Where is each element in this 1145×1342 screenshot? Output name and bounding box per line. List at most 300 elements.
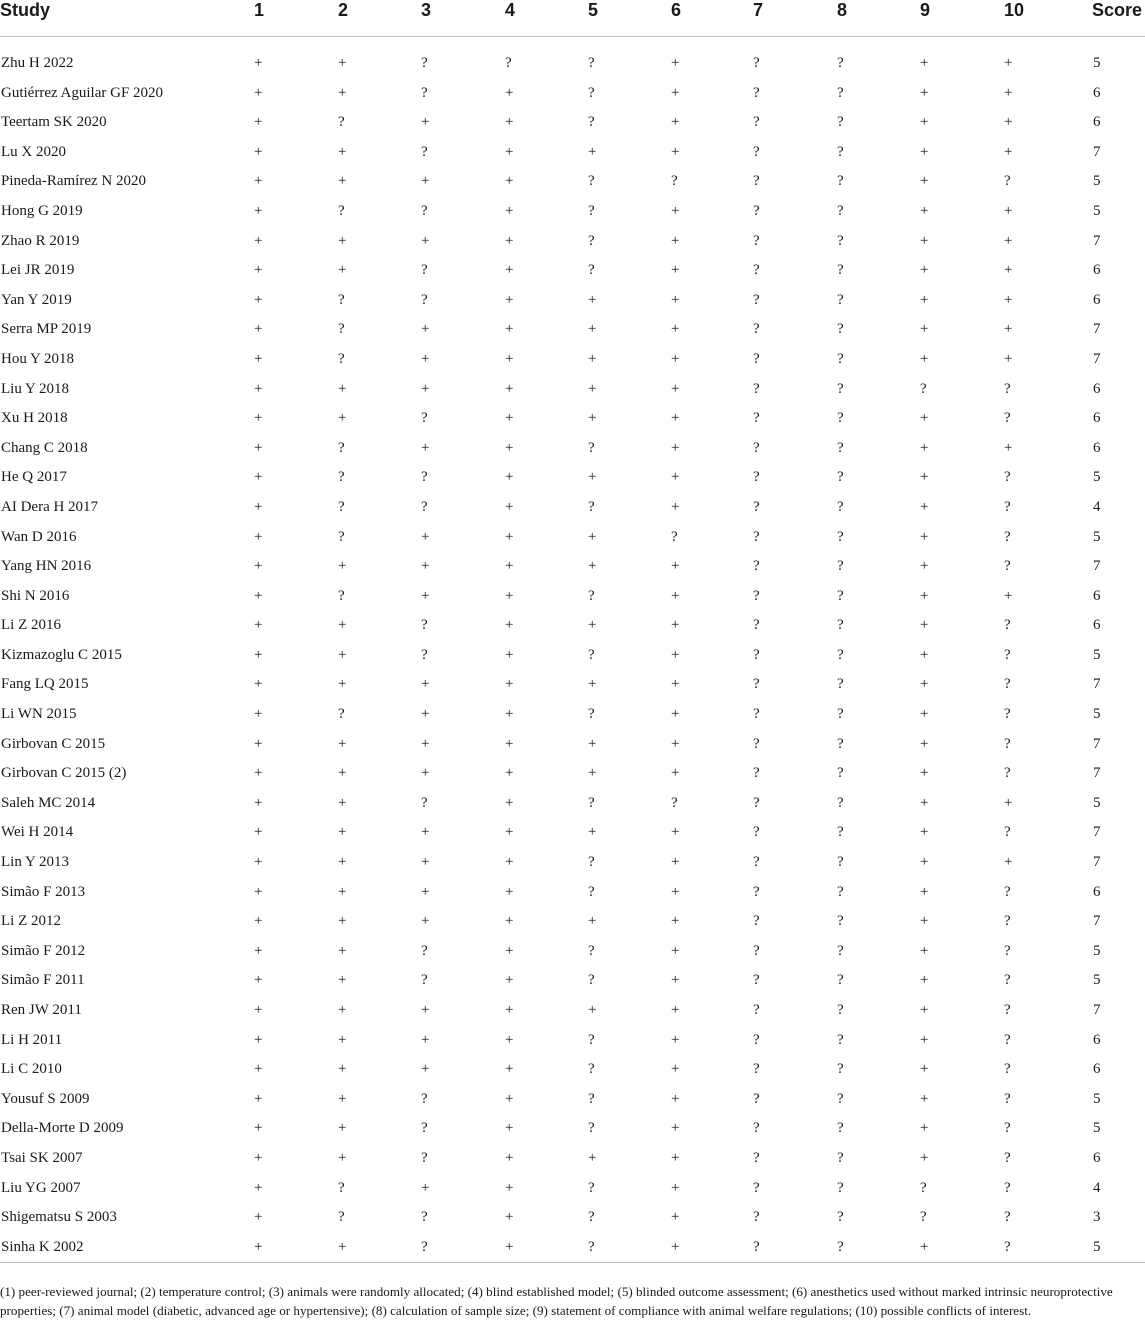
criterion-cell: + xyxy=(421,765,430,782)
criterion-cell: + xyxy=(671,291,680,308)
criterion-cell: ? xyxy=(421,1209,428,1226)
criterion-cell: + xyxy=(338,1120,347,1137)
criterion-cell: ? xyxy=(837,794,844,811)
criterion-cell: + xyxy=(505,735,514,752)
criterion-cell: + xyxy=(920,321,929,338)
table-row xyxy=(0,611,1145,641)
score-cell: 5 xyxy=(1093,942,1101,959)
score-cell: 7 xyxy=(1093,143,1101,160)
study-cell: Yan Y 2019 xyxy=(1,291,72,308)
criterion-cell: + xyxy=(421,913,430,930)
criterion-cell: + xyxy=(505,765,514,782)
criterion-cell: ? xyxy=(1004,173,1011,190)
criterion-cell: + xyxy=(671,232,680,249)
criterion-cell: + xyxy=(421,587,430,604)
column-header-criterion: 4 xyxy=(505,0,588,37)
criterion-cell: ? xyxy=(588,202,595,219)
criterion-cell: ? xyxy=(588,1090,595,1107)
criterion-cell: ? xyxy=(421,262,428,279)
criterion-cell: + xyxy=(254,1233,338,1263)
criterion-cell: + xyxy=(588,735,597,752)
criterion-cell: ? xyxy=(421,469,428,486)
criterion-cell: + xyxy=(671,498,680,515)
criterion-cell: ? xyxy=(338,321,345,338)
criterion-cell: ? xyxy=(421,1120,428,1137)
criterion-cell: ? xyxy=(338,202,345,219)
criterion-cell: ? xyxy=(837,854,844,871)
criterion-cell: ? xyxy=(1004,883,1011,900)
criterion-cell: ? xyxy=(588,942,595,959)
criterion-cell: + xyxy=(505,676,514,693)
table-row xyxy=(0,937,1145,967)
table-row xyxy=(0,641,1145,671)
criterion-cell: + xyxy=(1004,350,1013,367)
criterion-cell: + xyxy=(920,735,929,752)
criterion-cell: ? xyxy=(837,528,844,545)
criterion-cell: ? xyxy=(920,380,927,397)
criterion-cell: ? xyxy=(1004,1179,1011,1196)
criterion-cell: + xyxy=(254,528,263,545)
criterion-cell: + xyxy=(671,765,680,782)
table-footnote: (1) peer-reviewed journal; (2) temperature control; (3) animals were randomly allocated; (4) blind established model; (5) blinded outcome assessment; (6) anesthetics used without marked intrinsic neuroprotective properties; (7) animal model (diabetic, advanced age or hypertensive); (8) calculation of sample size; (9) statement of compliance with animal welfare regulations; (10) possible conflicts of interest. xyxy=(0,1284,1113,1318)
criterion-cell: ? xyxy=(837,262,844,279)
score-cell: 7 xyxy=(1093,765,1101,782)
score-cell: 6 xyxy=(1093,1031,1101,1048)
criterion-cell: ? xyxy=(837,765,844,782)
criterion-cell: + xyxy=(920,646,929,663)
criterion-cell: ? xyxy=(753,1031,760,1048)
criterion-cell: + xyxy=(505,854,514,871)
criterion-cell: + xyxy=(671,942,680,959)
score-cell: 7 xyxy=(1093,854,1101,871)
column-header-criterion: 10 xyxy=(1004,0,1092,37)
criterion-cell: ? xyxy=(753,646,760,663)
table-row xyxy=(0,670,1145,700)
criterion-cell: ? xyxy=(753,1090,760,1107)
criterion-cell: + xyxy=(338,794,347,811)
criterion-cell: ? xyxy=(1004,558,1011,575)
criterion-cell: + xyxy=(505,439,514,456)
criterion-cell: ? xyxy=(421,1233,505,1263)
table-row xyxy=(0,286,1145,316)
criterion-cell: ? xyxy=(588,232,595,249)
score-cell: 7 xyxy=(1093,232,1101,249)
study-cell: Shi N 2016 xyxy=(1,587,70,604)
criterion-cell: ? xyxy=(753,143,760,160)
criterion-cell: + xyxy=(505,291,514,308)
study-cell: Zhu H 2022 xyxy=(1,55,74,71)
criterion-cell: ? xyxy=(753,824,760,841)
criterion-cell: + xyxy=(338,1061,347,1078)
criterion-cell: ? xyxy=(338,350,345,367)
criterion-cell: + xyxy=(1004,114,1013,131)
table-row xyxy=(0,345,1145,375)
criterion-cell: + xyxy=(254,706,263,723)
criterion-cell: + xyxy=(671,1233,753,1263)
criterion-cell: ? xyxy=(753,55,760,71)
study-cell: Lin Y 2013 xyxy=(1,854,70,871)
criterion-cell: ? xyxy=(837,972,844,989)
study-cell: Chang C 2018 xyxy=(1,439,88,456)
criterion-cell: ? xyxy=(837,321,844,338)
study-cell: Wan D 2016 xyxy=(1,528,77,545)
criterion-cell: + xyxy=(338,1031,347,1048)
criterion-cell: + xyxy=(671,1031,680,1048)
criterion-cell: + xyxy=(421,824,430,841)
criterion-cell: ? xyxy=(753,262,760,279)
criterion-cell: + xyxy=(338,143,347,160)
study-cell: Yang HN 2016 xyxy=(1,558,92,575)
criterion-cell: + xyxy=(671,883,680,900)
criterion-cell: + xyxy=(338,883,347,900)
criterion-cell: + xyxy=(671,202,680,219)
criterion-cell: + xyxy=(588,1002,597,1018)
criterion-cell: + xyxy=(254,410,263,427)
study-cell: Yousuf S 2009 xyxy=(1,1090,90,1107)
criterion-cell: + xyxy=(920,1090,929,1107)
criterion-cell: + xyxy=(588,617,597,634)
criterion-cell: ? xyxy=(1004,380,1011,397)
table-row xyxy=(0,197,1145,227)
criterion-cell: + xyxy=(505,646,514,663)
criterion-cell: ? xyxy=(421,1149,428,1166)
criterion-cell: ? xyxy=(753,1002,760,1018)
criterion-cell: + xyxy=(1004,291,1013,308)
criterion-cell: + xyxy=(254,1090,263,1107)
criterion-cell: + xyxy=(254,1209,263,1226)
criterion-cell: + xyxy=(920,706,929,723)
study-cell: Ren JW 2011 xyxy=(1,1002,82,1018)
criterion-cell: ? xyxy=(753,558,760,575)
table-row xyxy=(0,1055,1145,1085)
criterion-cell: + xyxy=(338,173,347,190)
criterion-cell: + xyxy=(254,84,263,101)
table-row xyxy=(0,582,1145,612)
criterion-cell: + xyxy=(421,173,430,190)
criterion-cell: + xyxy=(920,1233,1004,1263)
criterion-cell: + xyxy=(920,883,929,900)
criterion-cell: + xyxy=(588,380,597,397)
table-row xyxy=(0,759,1145,789)
score-cell: 7 xyxy=(1093,350,1101,367)
criterion-cell: + xyxy=(338,262,347,279)
criterion-cell: + xyxy=(920,765,929,782)
criterion-cell: + xyxy=(254,321,263,338)
criterion-cell: ? xyxy=(1004,1090,1011,1107)
criterion-cell: + xyxy=(1004,439,1013,456)
criterion-cell: ? xyxy=(588,55,595,71)
criterion-cell: + xyxy=(505,1120,514,1137)
criterion-cell: ? xyxy=(753,321,760,338)
criterion-cell: + xyxy=(1004,321,1013,338)
study-cell: Li C 2010 xyxy=(1,1061,62,1078)
criterion-cell: + xyxy=(588,469,597,486)
criterion-cell: + xyxy=(421,883,430,900)
score-cell: 7 xyxy=(1093,558,1101,575)
criterion-cell: + xyxy=(254,558,263,575)
criterion-cell: ? xyxy=(837,291,844,308)
criterion-cell: + xyxy=(338,1090,347,1107)
score-cell: 5 xyxy=(1093,173,1101,190)
criterion-cell: + xyxy=(505,143,514,160)
score-cell: 5 xyxy=(1092,1233,1145,1263)
criterion-cell: ? xyxy=(671,173,678,190)
study-cell: Li WN 2015 xyxy=(1,706,77,723)
criterion-cell: ? xyxy=(753,587,760,604)
criterion-cell: ? xyxy=(920,1209,927,1226)
score-cell: 6 xyxy=(1093,410,1101,427)
score-cell: 5 xyxy=(1093,646,1101,663)
study-cell: Fang LQ 2015 xyxy=(1,676,89,693)
criterion-cell: ? xyxy=(588,706,595,723)
criterion-cell: + xyxy=(505,824,514,841)
score-cell: 5 xyxy=(1093,706,1101,723)
criterion-cell: + xyxy=(671,972,680,989)
criterion-cell: ? xyxy=(338,291,345,308)
criterion-cell: + xyxy=(671,350,680,367)
criterion-cell: + xyxy=(920,262,929,279)
study-cell: Shigematsu S 2003 xyxy=(1,1209,117,1226)
criterion-cell: ? xyxy=(338,1179,345,1196)
criterion-cell: + xyxy=(920,291,929,308)
criterion-cell: ? xyxy=(421,143,428,160)
table-row xyxy=(0,1144,1145,1174)
column-header-criterion: 7 xyxy=(753,0,837,37)
criterion-cell: ? xyxy=(753,202,760,219)
study-cell: Liu Y 2018 xyxy=(1,380,70,397)
table-row xyxy=(0,966,1145,996)
criterion-cell: ? xyxy=(338,114,345,131)
column-header-score: Score xyxy=(1092,0,1145,37)
column-header-criterion: 1 xyxy=(254,0,338,37)
criterion-cell: + xyxy=(338,1233,421,1263)
criterion-cell: + xyxy=(254,883,263,900)
criterion-cell: + xyxy=(338,942,347,959)
criterion-cell: + xyxy=(920,824,929,841)
criterion-cell: + xyxy=(421,676,430,693)
study-cell: Girbovan C 2015 xyxy=(1,735,106,752)
study-cell: Sinha K 2002 xyxy=(0,1233,254,1263)
criterion-cell: ? xyxy=(753,883,760,900)
criterion-cell: + xyxy=(254,1149,263,1166)
criterion-cell: + xyxy=(1004,854,1013,871)
criterion-cell: + xyxy=(588,1149,597,1166)
criterion-cell: + xyxy=(671,587,680,604)
criterion-cell: + xyxy=(671,55,680,71)
criterion-cell: ? xyxy=(505,55,512,71)
criterion-cell: ? xyxy=(837,942,844,959)
table-row xyxy=(0,996,1145,1026)
criterion-cell: ? xyxy=(421,1090,428,1107)
criterion-cell: + xyxy=(671,1002,680,1018)
criterion-cell: + xyxy=(338,84,347,101)
criterion-cell: + xyxy=(588,765,597,782)
study-cell: Della-Morte D 2009 xyxy=(1,1120,124,1137)
criterion-cell: ? xyxy=(753,380,760,397)
criterion-cell: ? xyxy=(588,114,595,131)
table-row xyxy=(0,256,1145,286)
criterion-cell: + xyxy=(254,262,263,279)
study-cell: Lu X 2020 xyxy=(1,143,66,160)
criterion-cell: ? xyxy=(837,646,844,663)
criterion-cell: + xyxy=(338,646,347,663)
criterion-cell: + xyxy=(920,1149,929,1166)
criterion-cell: ? xyxy=(753,972,760,989)
criterion-cell: + xyxy=(505,1061,514,1078)
criterion-cell: + xyxy=(254,854,263,871)
criterion-cell: + xyxy=(588,676,597,693)
column-header-study: Study xyxy=(0,0,254,37)
criterion-cell: + xyxy=(671,824,680,841)
criterion-cell: + xyxy=(338,380,347,397)
criterion-cell: ? xyxy=(837,706,844,723)
score-cell: 6 xyxy=(1093,1149,1101,1166)
criterion-cell: ? xyxy=(753,528,760,545)
criterion-cell: ? xyxy=(753,676,760,693)
criterion-cell: ? xyxy=(837,55,844,71)
table-row xyxy=(0,167,1145,197)
criterion-cell: + xyxy=(920,114,929,131)
criterion-cell: ? xyxy=(837,558,844,575)
score-cell: 5 xyxy=(1093,469,1101,486)
criterion-cell: + xyxy=(1004,262,1013,279)
criterion-cell: + xyxy=(920,350,929,367)
criterion-cell: ? xyxy=(753,942,760,959)
criterion-cell: ? xyxy=(588,1061,595,1078)
criterion-cell: ? xyxy=(338,469,345,486)
criterion-cell: + xyxy=(1004,143,1013,160)
score-cell: 6 xyxy=(1093,587,1101,604)
criterion-cell: + xyxy=(505,321,514,338)
criterion-cell: ? xyxy=(837,1149,844,1166)
criterion-cell: ? xyxy=(837,913,844,930)
criterion-cell: + xyxy=(588,321,597,338)
criterion-cell: + xyxy=(505,972,514,989)
table-row xyxy=(0,1203,1145,1233)
score-cell: 6 xyxy=(1093,291,1101,308)
criterion-cell: + xyxy=(505,587,514,604)
criterion-cell: ? xyxy=(1004,824,1011,841)
criterion-cell: + xyxy=(588,143,597,160)
criterion-cell: ? xyxy=(421,498,428,515)
criterion-cell: + xyxy=(505,883,514,900)
criterion-cell: + xyxy=(671,1149,680,1166)
criterion-cell: ? xyxy=(837,1031,844,1048)
study-cell: Teertam SK 2020 xyxy=(1,114,107,131)
column-header-criterion: 2 xyxy=(338,0,421,37)
table-body xyxy=(0,49,1145,1263)
criterion-cell: ? xyxy=(588,1031,595,1048)
criterion-cell: + xyxy=(920,1002,929,1018)
criterion-cell: + xyxy=(254,232,263,249)
table-row xyxy=(0,730,1145,760)
criterion-cell: ? xyxy=(753,1120,760,1137)
criterion-cell: + xyxy=(505,173,514,190)
criterion-cell: ? xyxy=(753,617,760,634)
criterion-cell: ? xyxy=(837,232,844,249)
criterion-cell: ? xyxy=(753,735,760,752)
criterion-cell: + xyxy=(421,735,430,752)
criterion-cell: ? xyxy=(588,587,595,604)
criterion-cell: + xyxy=(505,706,514,723)
study-cell: Li Z 2016 xyxy=(1,617,61,634)
table-row xyxy=(0,315,1145,345)
table-row xyxy=(0,552,1145,582)
criterion-cell: ? xyxy=(421,55,428,71)
criterion-cell: + xyxy=(338,1149,347,1166)
criterion-cell: + xyxy=(671,1209,680,1226)
criterion-cell: + xyxy=(671,854,680,871)
score-cell: 6 xyxy=(1093,84,1101,101)
criterion-cell: + xyxy=(1004,232,1013,249)
criterion-cell: + xyxy=(588,913,597,930)
criterion-cell: + xyxy=(338,410,347,427)
criterion-cell: ? xyxy=(338,706,345,723)
column-header-criterion: 9 xyxy=(920,0,1004,37)
criterion-cell: + xyxy=(254,824,263,841)
criterion-cell: + xyxy=(920,1031,929,1048)
criterion-cell: + xyxy=(421,528,430,545)
criterion-cell: + xyxy=(254,380,263,397)
criterion-cell: ? xyxy=(837,350,844,367)
score-cell: 6 xyxy=(1093,883,1101,900)
criterion-cell: ? xyxy=(588,1120,595,1137)
criterion-cell: ? xyxy=(1004,1233,1092,1263)
criterion-cell: + xyxy=(421,706,430,723)
table-row xyxy=(0,463,1145,493)
criterion-cell: ? xyxy=(837,410,844,427)
criterion-cell: + xyxy=(671,380,680,397)
score-cell: 7 xyxy=(1093,735,1101,752)
criterion-cell: + xyxy=(254,1179,263,1196)
criterion-cell: ? xyxy=(1004,410,1011,427)
criterion-cell: + xyxy=(920,676,929,693)
table-row xyxy=(0,700,1145,730)
criterion-cell: ? xyxy=(837,676,844,693)
study-cell: Simão F 2012 xyxy=(1,942,86,959)
table-row xyxy=(0,1233,1145,1263)
criterion-cell: ? xyxy=(588,262,595,279)
criterion-cell: ? xyxy=(421,794,428,811)
criterion-cell: + xyxy=(505,232,514,249)
criterion-cell: ? xyxy=(753,173,760,190)
criterion-cell: + xyxy=(254,913,263,930)
criterion-cell: ? xyxy=(837,1002,844,1018)
criterion-cell: ? xyxy=(421,410,428,427)
criterion-cell: + xyxy=(254,942,263,959)
criterion-cell: + xyxy=(671,1120,680,1137)
criterion-cell: + xyxy=(671,646,680,663)
criterion-cell: + xyxy=(671,84,680,101)
criterion-cell: + xyxy=(671,114,680,131)
criterion-cell: ? xyxy=(671,794,678,811)
criterion-cell: ? xyxy=(753,232,760,249)
study-cell: Hou Y 2018 xyxy=(1,350,75,367)
criterion-cell: ? xyxy=(837,1233,920,1263)
score-cell: 5 xyxy=(1093,1090,1101,1107)
score-cell: 7 xyxy=(1093,676,1101,693)
criterion-cell: + xyxy=(338,913,347,930)
criterion-cell: + xyxy=(505,617,514,634)
criterion-cell: + xyxy=(505,84,514,101)
criterion-cell: + xyxy=(338,232,347,249)
criterion-cell: ? xyxy=(753,114,760,131)
criterion-cell: ? xyxy=(837,1120,844,1137)
criterion-cell: ? xyxy=(1004,1031,1011,1048)
score-cell: 6 xyxy=(1093,1061,1101,1078)
criterion-cell: ? xyxy=(588,1209,595,1226)
criterion-cell: ? xyxy=(1004,765,1011,782)
